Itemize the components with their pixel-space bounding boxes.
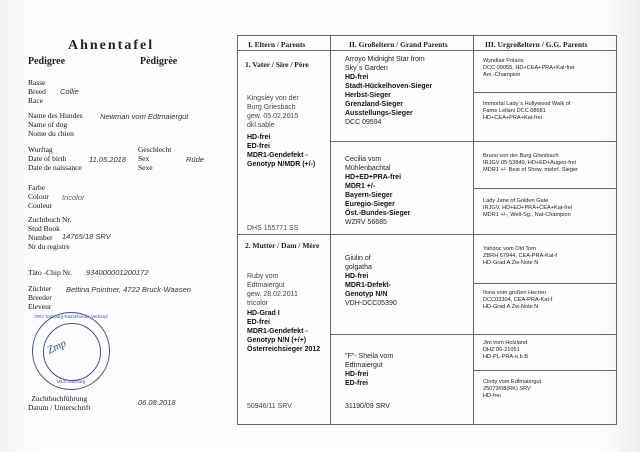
table-right-border xyxy=(616,35,617,425)
chip-value: 934000001200172 xyxy=(86,268,149,277)
dog-name-labels: Name des Hundes Name of dog Nome du chien xyxy=(28,111,83,138)
ggp-divider-4 xyxy=(474,234,616,235)
ggp-7: Jim vom Holzland DHZ 06-21051 HD-PL-PRA-o.b.B xyxy=(483,340,529,360)
dam-reg: 50946/11 SRV xyxy=(247,403,292,410)
ggp-divider-6 xyxy=(474,334,616,335)
ggp-8: Cindy vom Edtmaiergut 25073/08(RK) SRV HD-frei xyxy=(483,379,542,399)
grandparent-3: Giulin of golgatha HD-frei MDR1-Defekt- Genotyp N/N VDH-DCC05390 xyxy=(345,255,397,307)
pedigree-label-en: Pedigree xyxy=(28,56,66,67)
parents-divider xyxy=(237,234,474,235)
grandparent-1: Arroyo Midnight Star from Sky´s Garden HD-frei Stadt-Hückelhoven-Sieger Herbst-Sieger Grenzland-Sieger Ausstellungs-Sieger DCC 09594 xyxy=(345,56,433,126)
stamp-bottom-text: MLS Salzburg xyxy=(56,379,86,384)
ggp-divider-3 xyxy=(474,188,616,189)
dog-name-value: Newman vom Edtmaiergut xyxy=(100,112,189,121)
gp-divider-3 xyxy=(331,334,474,335)
grandparent-4-reg: 31190/09 SRV xyxy=(345,403,390,410)
signature-date-value: 06.08.2018 xyxy=(138,398,176,407)
document-title: Ahnentafel xyxy=(68,38,155,53)
ggp-divider-5 xyxy=(474,283,616,284)
header-parents: I. Eltern / Parents xyxy=(248,40,306,49)
header-greatgrandparents: III. Urgroßeltern / G.G. Parents xyxy=(485,40,588,49)
chip-label: Täto -Chip Nr. xyxy=(28,268,72,277)
grandparent-4: "F"- Sheila vom Edtmaiergut HD-frei ED-frei xyxy=(345,353,394,387)
ggp-6: Ilona vom großen Herzen DCC03304, CEA-PRA-Kat-f HD-Grad A Zw-Note N xyxy=(483,290,553,310)
grandparent-2: Cecilia vom Mühlenbachtal HD+ED+PRA-frei MDR1 +/- Bayern-Sieger Euregio-Sieger Öst.-Bundes-Sieger WZRV 56685 xyxy=(345,156,411,226)
ggp-divider-1 xyxy=(474,92,616,93)
table-left-border xyxy=(237,35,238,425)
studbook-labels: Zuchtbuch Nr. Stud Book Number Nr du registre xyxy=(28,215,72,251)
breed-value: Collie xyxy=(60,87,79,96)
birth-date-value: 11.05.2018 xyxy=(89,155,126,164)
ggp-5: Yahooc vom Old Tom ZBRH 67944, CEA-PRA-Kat-f HD-Grad A Zw-Note N xyxy=(483,246,557,266)
ggp-4: Lady Jane of Golden Gate IRJGV, HD+ED+PRA+CEA+Kat-frei MDR1 +/-, Welt-Sg., Nat-Champion xyxy=(483,198,573,218)
dam-info: Ruby vom Edtmaiergut gew. 28.02.2011 tricolor HD-Grad I ED-frei MDR1-Gendefekt - Genotyp N/N (+/+) Österreichsieger 2012 xyxy=(247,273,321,353)
ggp-divider-7 xyxy=(474,370,616,371)
sire-label: 1. Vater / Sire / Père xyxy=(245,60,309,69)
breed-labels: Rasse Breed Race xyxy=(28,78,46,105)
table-top-border xyxy=(237,35,617,36)
dam-label: 2. Mutter / Dam / Mère xyxy=(245,241,320,250)
table-bottom-border xyxy=(237,424,617,425)
sire-info: Kingsley von der Burg Griesbach gew. 05.02.2015 dkl.sable HD-frei ED-frei MDR1-Gendefekt - Genotyp N/MDR (+/-) xyxy=(247,95,316,168)
col-divider-1 xyxy=(330,35,331,425)
colour-labels: Farbe Colour Couleur xyxy=(28,183,53,210)
sex-value: Rüde xyxy=(186,155,204,164)
signature-labels: Zuchtbuchführung Datum / Unterschrift xyxy=(28,394,91,412)
sire-reg: DHS 155771 SS xyxy=(247,225,299,232)
official-stamp xyxy=(32,312,110,390)
pedigree-label-fr: Pèdigrèe xyxy=(140,56,178,67)
col-divider-2 xyxy=(473,35,474,425)
colour-value: tricolor xyxy=(62,193,85,202)
header-grandparents: II. Großeltern / Grand Parents xyxy=(349,40,448,49)
stamp-ring-text: ÖRV Salzburg Rassehunde Verband xyxy=(34,314,108,319)
gp-divider-1 xyxy=(331,141,474,142)
ggp-2: Immortal Lady´s Hollywood Walk of Fame Leilani DCC 08681 HD+CEA+PRA+Kat-frei xyxy=(483,101,571,121)
studbook-value: 14765/18 SRV xyxy=(62,232,111,241)
ggp-3: Bruno von der Burg Griesbach IRJGV 05-53849, HD+ED+Augen-frei MDR1 +/- Best of Show, mehrf. Sieger xyxy=(483,153,578,173)
breeder-value: Bettina Pointner, 4722 Bruck-Waasen xyxy=(66,285,191,294)
stamp-signature: Zmp xyxy=(45,337,69,357)
ggp-1: Wyndlair Polaris DCC 09055, HD+CEA+PRA+Kat-frei Am.-Champion xyxy=(483,58,575,78)
table-header-border xyxy=(237,50,617,51)
birth-date-labels: Wurftag Date of birth Date de naissance xyxy=(28,145,82,172)
breeder-labels: Züchter Breeder Eleveur xyxy=(28,284,52,311)
ggp-divider-2 xyxy=(474,141,616,142)
sex-labels: Geschlecht Sex Sexe xyxy=(138,145,172,172)
